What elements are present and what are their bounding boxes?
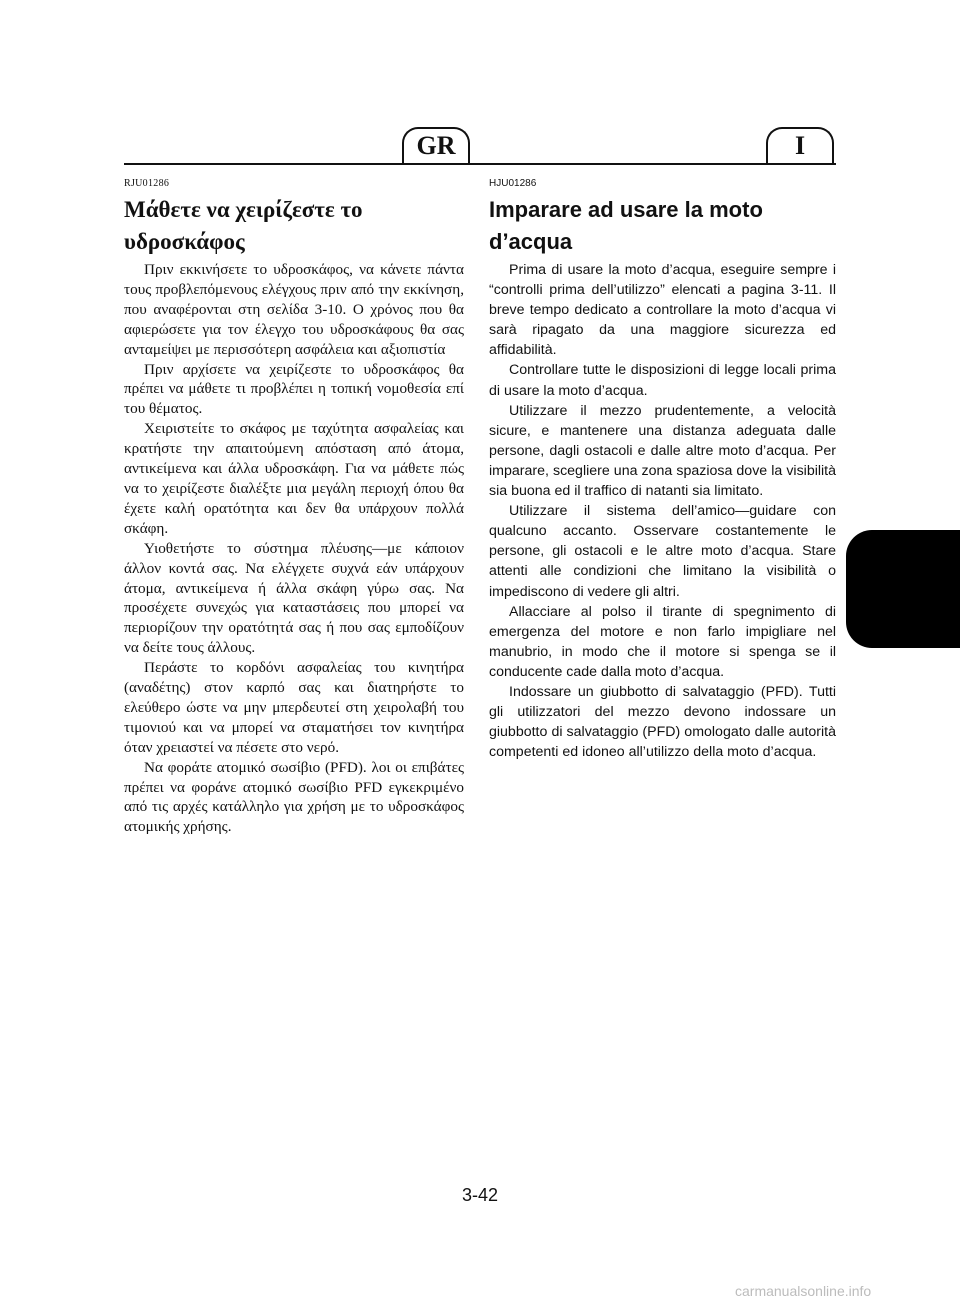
language-tab-greek: GR xyxy=(402,127,470,163)
paragraph: Controllare tutte le disposizioni di legge locali prima di usare la moto d’acqua. xyxy=(489,362,836,399)
section-code-greek: RJU01286 xyxy=(124,178,170,189)
watermark: carmanualsonline.info xyxy=(735,1283,872,1299)
paragraph: Utilizzare il mezzo prudentemente, a velocità sicure, e mantenere una distanza adeguata dalle persone, dagli ostacoli e dalle altre moto d’acqua. Per imparare, scegliere una zona spaziosa dove la visibilità sia buona ed il traffico di natanti sia limitato. xyxy=(489,402,836,500)
paragraph: Περάστε το κορδόνι ασφαλείας του κινητήρα (αναδέτης) στον καρπό σας και διατηρήστε το ελεύθερο ώστε να μην μπερδευτεί στη χειρολαβή του τιμονιού και να μπορεί να σταματήσει τον κινητήρα όταν χρειαστεί να πέσετε στο νερό. xyxy=(124,659,464,756)
paragraph: Υιοθετήστε το σύστημα πλέυσης—με κάποιον άλλον κοντά σας. Να ελέγχετε συχνά εάν υπάρχουν άτομα, αντικείμενα ή άλλα σκάφη γύρω σας. Να προσέχετε συνεχώς για καταστάσεις που μπορεί να περιορίζουν την ορατότητά σας ή που σας εμποδίζουν να δείτε τους άλλους. xyxy=(124,539,464,657)
section-code-italian: HJU01286 xyxy=(489,178,537,189)
page-number: 3-42 xyxy=(461,1185,499,1205)
paragraph: Πριν αρχίσετε να χειρίζεστε το υδροσκάφος θα πρέπει να μάθετε τι προβλέπει η τοπική νομοθεσία επί του θέματος. xyxy=(124,360,464,418)
section-title-greek: Μάθετε να χειρίζεστε το υδροσκάφος xyxy=(124,197,363,254)
paragraph: Να φοράτε ατομικό σωσίβιο (PFD). λοι οι επιβάτες πρέπει να φοράνε ατομικό σωσίβιο PFD εγκεκριμένο από τις αρχές κατάλληλο για χρήση με το υδροσκάφος ατομικής χρήσης. xyxy=(124,758,464,836)
paragraph: Utilizzare il sistema dell’amico—guidare con qualcuno accanto. Osservare costantemente le persone, gli ostacoli e le altre moto d’acqua. Stare attenti alle condizioni che limitano la visibilità o impediscono di vedere gli altri. xyxy=(489,503,836,600)
paragraph: Prima di usare la moto d’acqua, eseguire sempre i “controlli prima dell’utilizzo” elencati a pagina 3-11. Il breve tempo dedicato a controllare la moto d’acqua vi sarà ripagato da una maggiore sicurezza ed affidabilità. xyxy=(489,262,836,359)
paragraph: Πριν εκκινήσετε το υδροσκάφος, να κάνετε πάντα τους προβλεπόμενους ελέγχους πριν από την εκκίνηση, που αναφέρονται στη σελίδα 3-10. Ο χρόνος που θα αφιερώσετε για τον έλεγχο του υδροσκάφους θα σας ανταμείψει με περισσότερη ασφάλεια και αξιοπιστία xyxy=(124,261,464,358)
paragraph: Indossare un giubbotto di salvataggio (PFD). Tutti gli utilizzatori del mezzo devono indossare un giubbotto di salvataggio (PFD) omologato dalle autorità competenti ed idoneo all’utilizzo della moto d’acqua. xyxy=(489,683,836,761)
paragraph: Allacciare al polso il tirante di spegnimento di emergenza del motore e non farlo impigliare nel manubrio, in modo che il motore si spenga se il conducente cade dalla moto d’acqua. xyxy=(489,603,836,680)
greek-column xyxy=(124,178,464,837)
section-title-italian: Imparare ad usare la moto d’acqua xyxy=(489,197,763,254)
language-tab-italian: I xyxy=(766,127,834,163)
italian-column xyxy=(489,178,836,762)
header-rule xyxy=(124,163,836,165)
chapter-thumb-tab xyxy=(846,530,960,648)
paragraph: Χειριστείτε το σκάφος με ταχύτητα ασφαλείας και κρατήστε την απαιτούμενη απόσταση από άτομα, αντικείμενα και άλλα υδροσκάφη. Για να μάθετε πώς να το χειρίζεστε διαλέξτε μια μεγάλη περιοχή όπου θα έχετε καλή ορατότητα και δεν θα υπάρχουν πολλά σκάφη. xyxy=(124,420,464,537)
